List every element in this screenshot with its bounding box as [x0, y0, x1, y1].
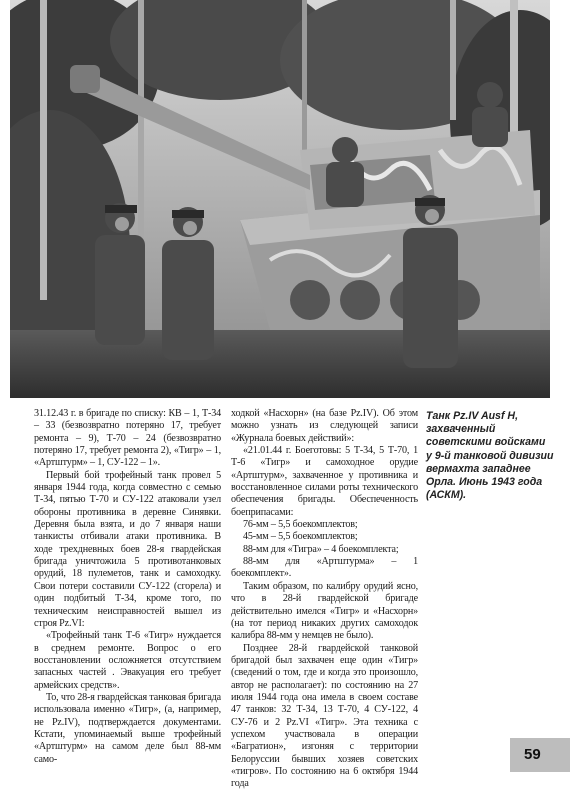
paragraph: «Трофейный танк Т-6 «Тигр» нуждается в среднем ремонте. Вопрос о его восстановлении осложняется отсутствием запасных частей . Эвакуация его требует армейских средств». [34, 630, 221, 691]
paragraph: 31.12.43 г. в бригаде по списку: КВ – 1, Т-34 – 33 (безвозвратно потеряно 17, требует ремонта – 9), Т-70 – 24 (безвозвратно потеряно 17, требует ремонта 2), «Тигр» – 1, «Артштурм» – 1, СУ-122 – 1». [34, 408, 221, 469]
ammo-line: 88-мм для «Тигра» – 4 боекомплекта; [243, 543, 399, 555]
photo-illustration [10, 0, 550, 398]
photo-caption: Танк Pz.IV Ausf H, захваченный советскими войсками у 9-й танковой дивизии вермахта западнее Орла. Июнь 1943 года (АСКМ). [426, 410, 554, 502]
paragraph: Первый бой трофейный танк провел 5 января 1944 года, когда совместно с семью Т-34, пятью Т-70 и СУ-122 атаковали узел обороны противника в деревне Синявки. Деревня была взята, и до 7 января наши танкисты отбивали атаки противника. В ходе трехдневных боев 28-я гвардейская бригада уничтожила 5 противотанковых орудий, 18 пулеметов, танк и самоходку. Свои потери составили СУ-122 (сгорела) и один подбитый Т-34, кроме того, по техническим неисправностей вышел из строя Pz.VI: [34, 469, 221, 629]
paragraph: Позднее 28-й гвардейской танковой бригадой был захвачен еще один «Тигр» (сведений о том, где и когда это произошло, автор не располагает): по состоянию на 27 июля 1944 года она имела в своем составе 47 танков: 32 Т-34, 13 Т-70, 4 СУ-122, 4 СУ-76 и 2 Pz.VI «Тигр». Эта техника с успехом участвовала в операции «Багратион», изгоняя с территории Белоруссии бывших хозяев советских «тигров». По состоянию на 6 октября 1944 года [231, 642, 418, 790]
paragraph: ходкой «Насхорн» (на базе Pz.IV). Об этом можно узнать из следующей записи «Журнала боевых действий»: [231, 408, 418, 444]
text-column-2 [231, 408, 418, 791]
ammo-line: 45-мм – 5,5 боекомплектов; [243, 531, 358, 543]
ammo-line: 88-мм для «Артштурма» – 1 боекомплект». [231, 556, 418, 580]
page-number: 59 [510, 738, 570, 772]
ammo-line: 76-мм – 5,5 боекомплектов; [243, 519, 358, 531]
paragraph: Таким образом, по калибру орудий ясно, что в 28-й гвардейской бригаде действительно имелся «Тигр» и «Насхорн» (на тот период никаких других самоходок калибра 88-мм у немцев не было). [231, 580, 418, 642]
paragraph: То, что 28-я гвардейская танковая бригада использовала именно «Тигр», (а, например, не Pz.IV), подтверждается документами. Кстати, упоминаемый выше трофейный «Артштурм» на самом деле был 88-мм само- [34, 691, 221, 765]
paragraph: «21.01.44 г. Боеготовы: 5 Т-34, 5 Т-70, 1 Т-6 «Тигр» и самоходное орудие «Артштурм», захваченное у противника и восстановленное силами роты технического обеспечения бригады. Обеспеченность боеприпасами: [231, 445, 418, 518]
war-photo-captured-tank [10, 0, 550, 398]
text-column-1 [34, 408, 221, 766]
